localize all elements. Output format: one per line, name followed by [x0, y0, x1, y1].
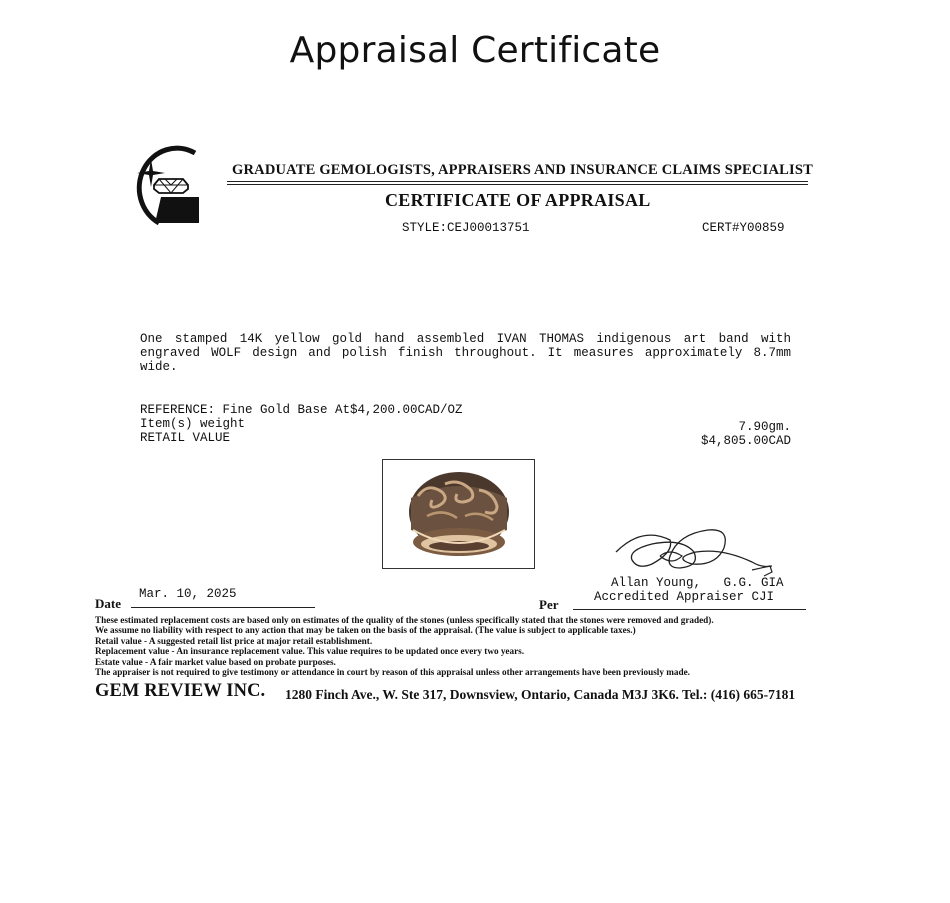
disclaimer-line: The appraiser is not required to give testimony or attendance in court by reason of this appraisal unless other arrangements have been previously made. — [95, 667, 690, 678]
weight-label: Item(s) weight — [140, 417, 246, 431]
disclaimer-line: These estimated replacement costs are based only on estimates of the quality of the stones (unless specifically stated that the stones were removed and graded). — [95, 615, 714, 625]
ring-image — [383, 460, 534, 568]
header-rule — [227, 181, 808, 182]
disclaimer-line: Replacement value - An insurance replacement value. This value requires to be updated once every two years. — [95, 646, 525, 657]
company-address: 1280 Finch Ave., W. Ste 317, Downsview, Ontario, Canada M3J 3K6. Tel.: (416) 665-7181 — [285, 687, 796, 702]
page-title: Appraisal Certificate — [289, 30, 661, 71]
disclaimer-line: Estate value - A fair market value based on probate purposes. — [95, 656, 336, 667]
per-label: Per — [539, 597, 559, 612]
reference-line: REFERENCE: Fine Gold Base At$4,200.00CAD/OZ — [140, 403, 463, 417]
item-description: One stamped 14K yellow gold hand assembled IVAN THOMAS indigenous art band with engraved WOLF design and polish finish throughout. It measures approximately 8.7mm wide. — [140, 332, 791, 374]
organization-name: GRADUATE GEMOLOGISTS, APPRAISERS AND INSURANCE CLAIMS SPECIALIST — [232, 162, 813, 178]
retail-label: RETAIL VALUE — [140, 431, 231, 445]
style-number: STYLE:CEJ00013751 — [402, 221, 530, 235]
date-line — [131, 607, 315, 608]
company-name: GEM REVIEW INC. — [95, 681, 266, 701]
retail-value: $4,805.00CAD — [700, 434, 791, 448]
disclaimers — [95, 615, 815, 677]
date-label: Date — [95, 596, 121, 611]
ring-photo — [382, 459, 535, 569]
certificate-number: CERT#Y00859 — [702, 221, 785, 235]
date-value: Mar. 10, 2025 — [139, 587, 237, 601]
disclaimer-line: Retail value - A suggested retail list price at major retail establishment. — [95, 635, 373, 646]
header-rule — [227, 184, 808, 185]
disclaimer-line: We assume no liability with respect to any action that may be taken on the basis of the appraisal. (The value is subject to applicable taxes.) — [95, 625, 636, 636]
signature-line — [573, 609, 806, 610]
appraiser-signature — [612, 522, 787, 577]
appraiser-title: Accredited Appraiser CJI — [594, 590, 775, 604]
appraiser-name: Allan Young, G.G. GIA — [611, 576, 784, 590]
gem-logo — [121, 139, 206, 227]
certificate-heading: CERTIFICATE OF APPRAISAL — [385, 190, 651, 210]
weight-value: 7.90gm. — [738, 420, 791, 434]
